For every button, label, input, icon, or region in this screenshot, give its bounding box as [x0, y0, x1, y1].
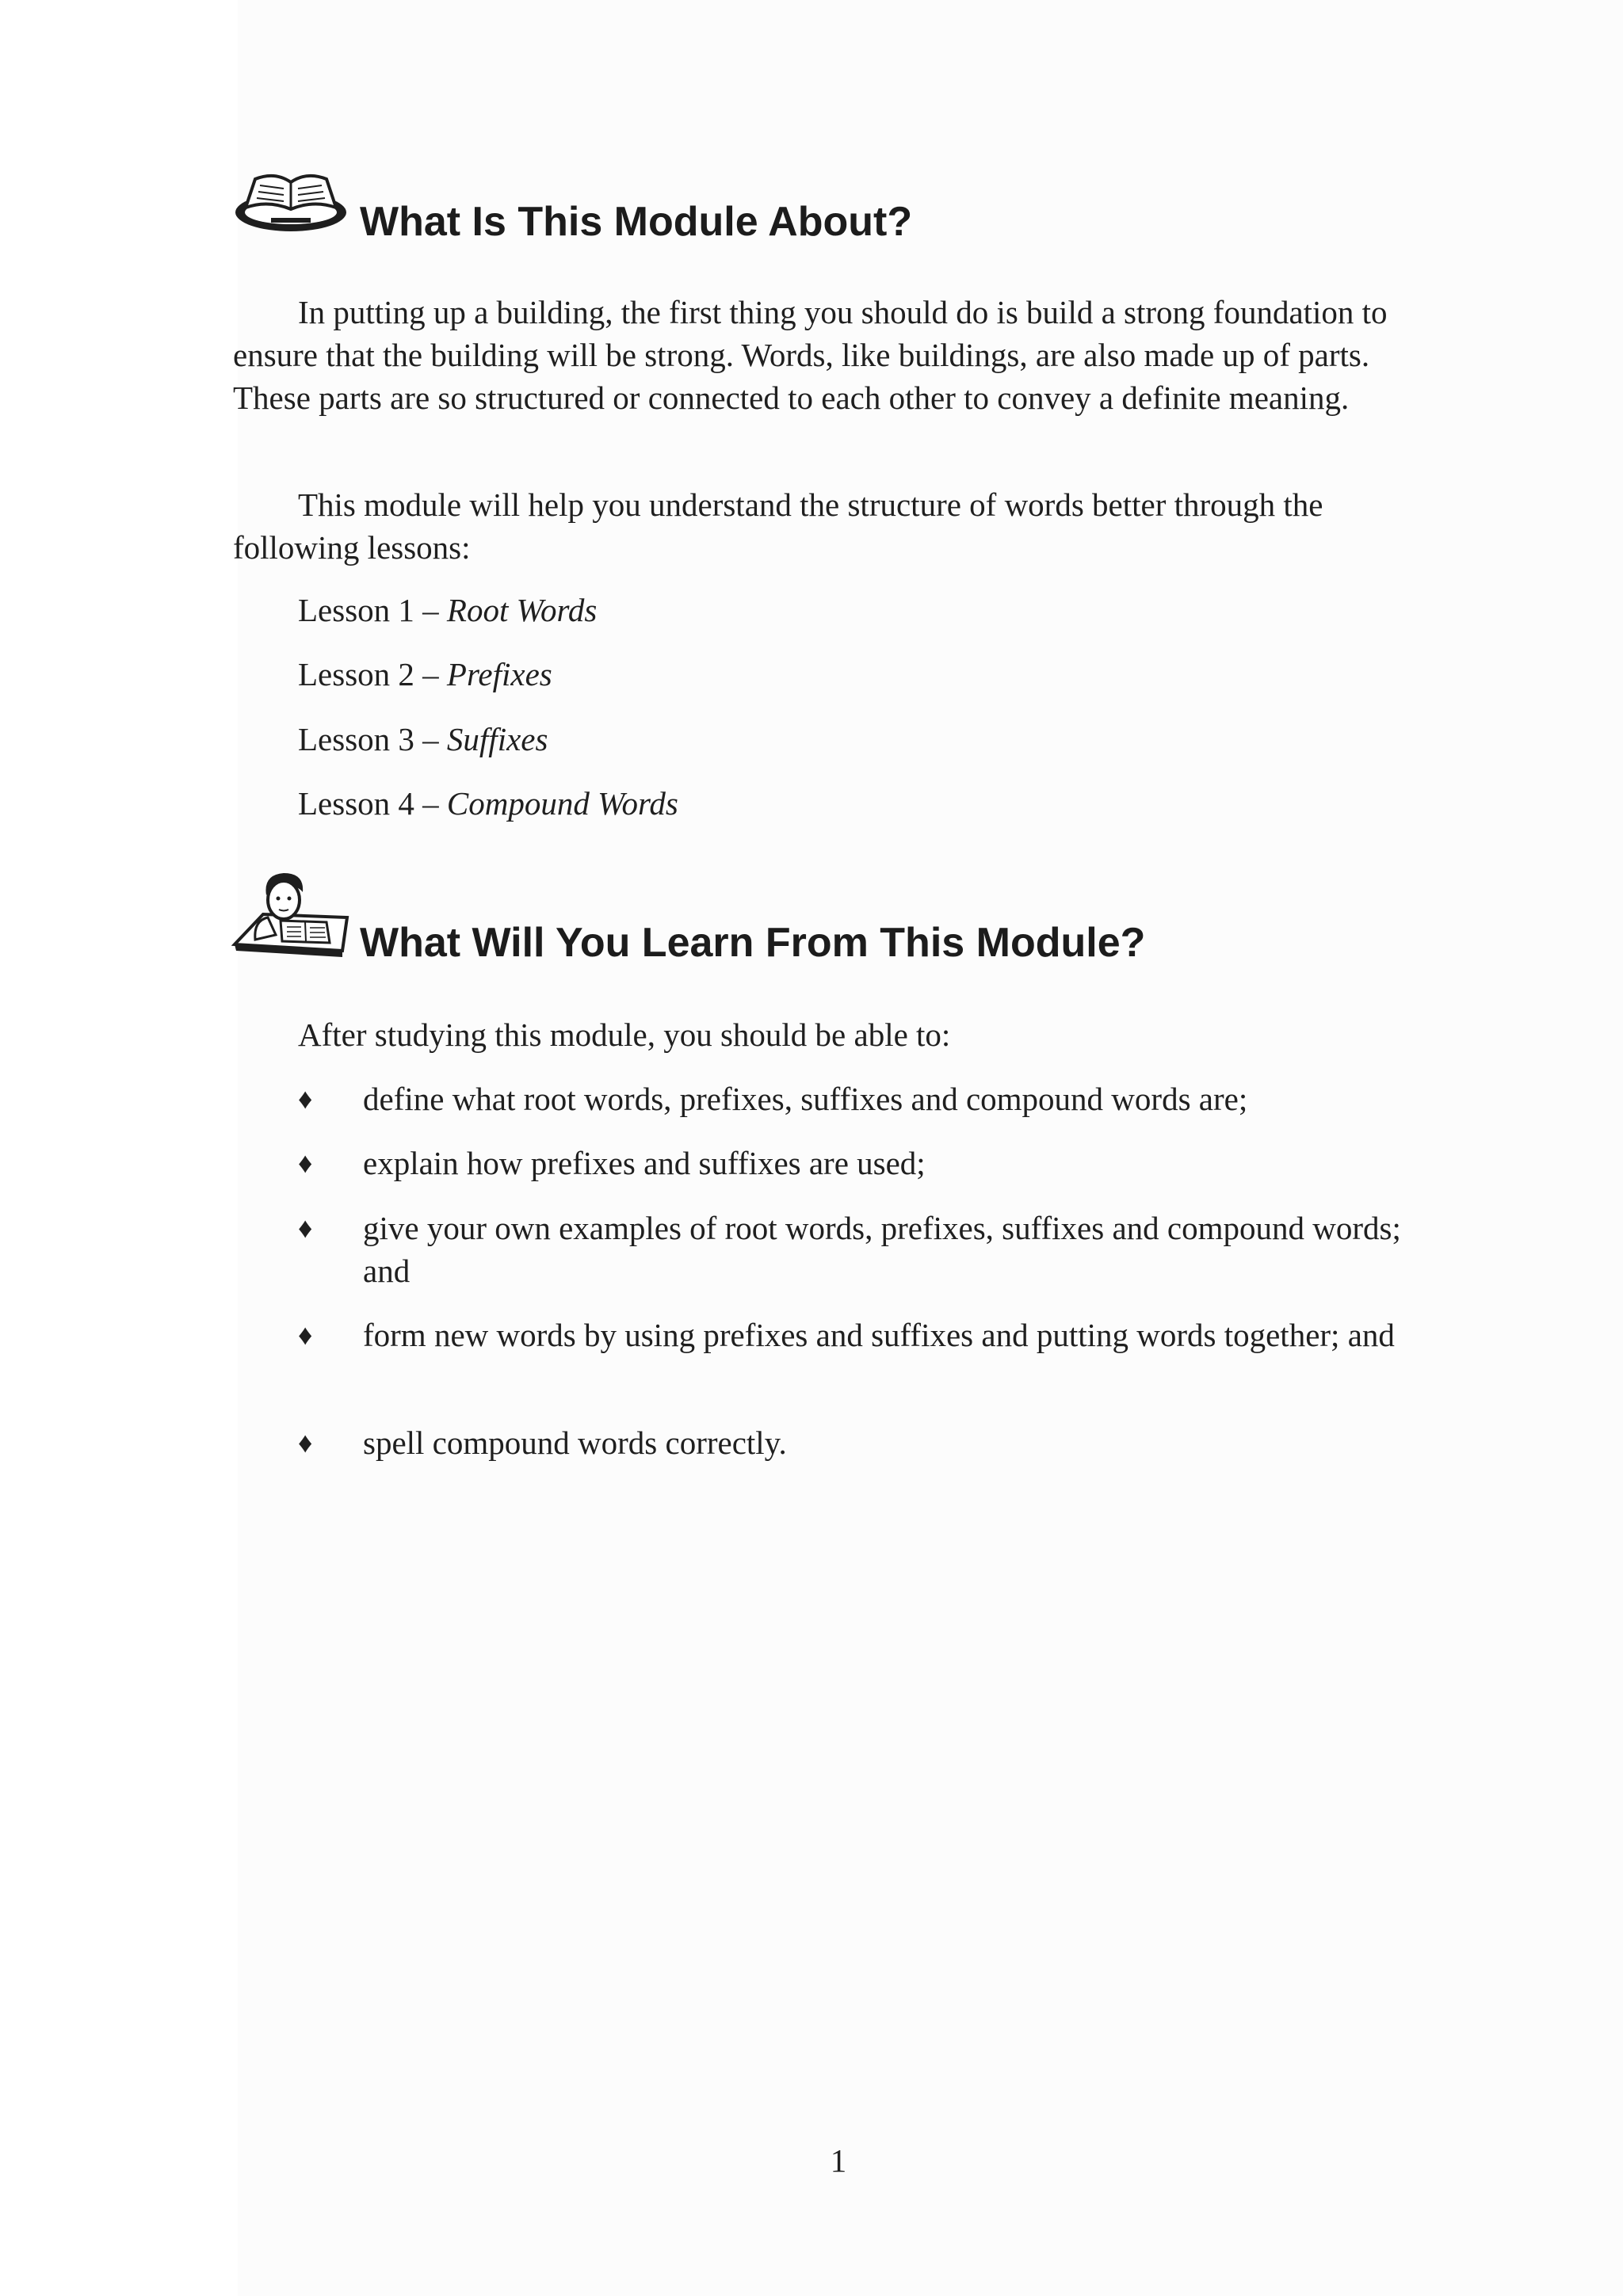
objective-text: give your own examples of root words, prefixes, suffixes and compound words; and: [363, 1210, 1401, 1289]
section-title: What Will You Learn From This Module?: [360, 920, 1146, 966]
diamond-bullet-icon: ♦: [298, 1319, 313, 1351]
objective-text: form new words by using prefixes and suffixes and putting words together; and: [363, 1317, 1395, 1353]
lesson-topic: Compound Words: [446, 785, 678, 822]
lesson-label: Lesson 4 –: [298, 785, 439, 822]
section-title: What Is This Module About?: [360, 199, 913, 245]
lesson-label: Lesson 1 –: [298, 592, 439, 628]
diamond-bullet-icon: ♦: [298, 1147, 313, 1179]
lesson-item: [298, 782, 678, 825]
objective-text: spell compound words correctly.: [363, 1425, 787, 1461]
lesson-item: [298, 589, 597, 631]
lessons-intro-paragraph: This module will help you understand the structure of words better through the following lessons:: [233, 486, 1323, 566]
lesson-topic: Root Words: [446, 592, 598, 628]
intro-paragraph: In putting up a building, the first thing you should do is build a strong foundation to ensure that the building will be strong. Words, like buildings, are also made up of parts. These parts are so structured or connected to each other to convey a definite meaning.: [233, 294, 1388, 416]
objectives-intro: After studying this module, you should be able to:: [298, 1016, 951, 1053]
page-number: 1: [830, 2142, 847, 2179]
lesson-topic: Suffixes: [446, 721, 548, 757]
lesson-item: [298, 718, 548, 761]
lesson-topic: Prefixes: [446, 656, 552, 692]
diamond-bullet-icon: ♦: [298, 1212, 313, 1244]
objective-text: explain how prefixes and suffixes are used;: [363, 1145, 926, 1181]
open-book-icon: [231, 155, 350, 242]
lesson-item: [298, 653, 552, 696]
diamond-bullet-icon: ♦: [298, 1427, 313, 1459]
diamond-bullet-icon: ♦: [298, 1083, 313, 1115]
lesson-label: Lesson 2 –: [298, 656, 439, 692]
lesson-label: Lesson 3 –: [298, 721, 439, 757]
student-reading-icon: [231, 868, 350, 963]
objective-text: define what root words, prefixes, suffixes and compound words are;: [363, 1081, 1248, 1117]
section-header-about: [231, 155, 913, 245]
section-header-learn: [231, 868, 1146, 966]
